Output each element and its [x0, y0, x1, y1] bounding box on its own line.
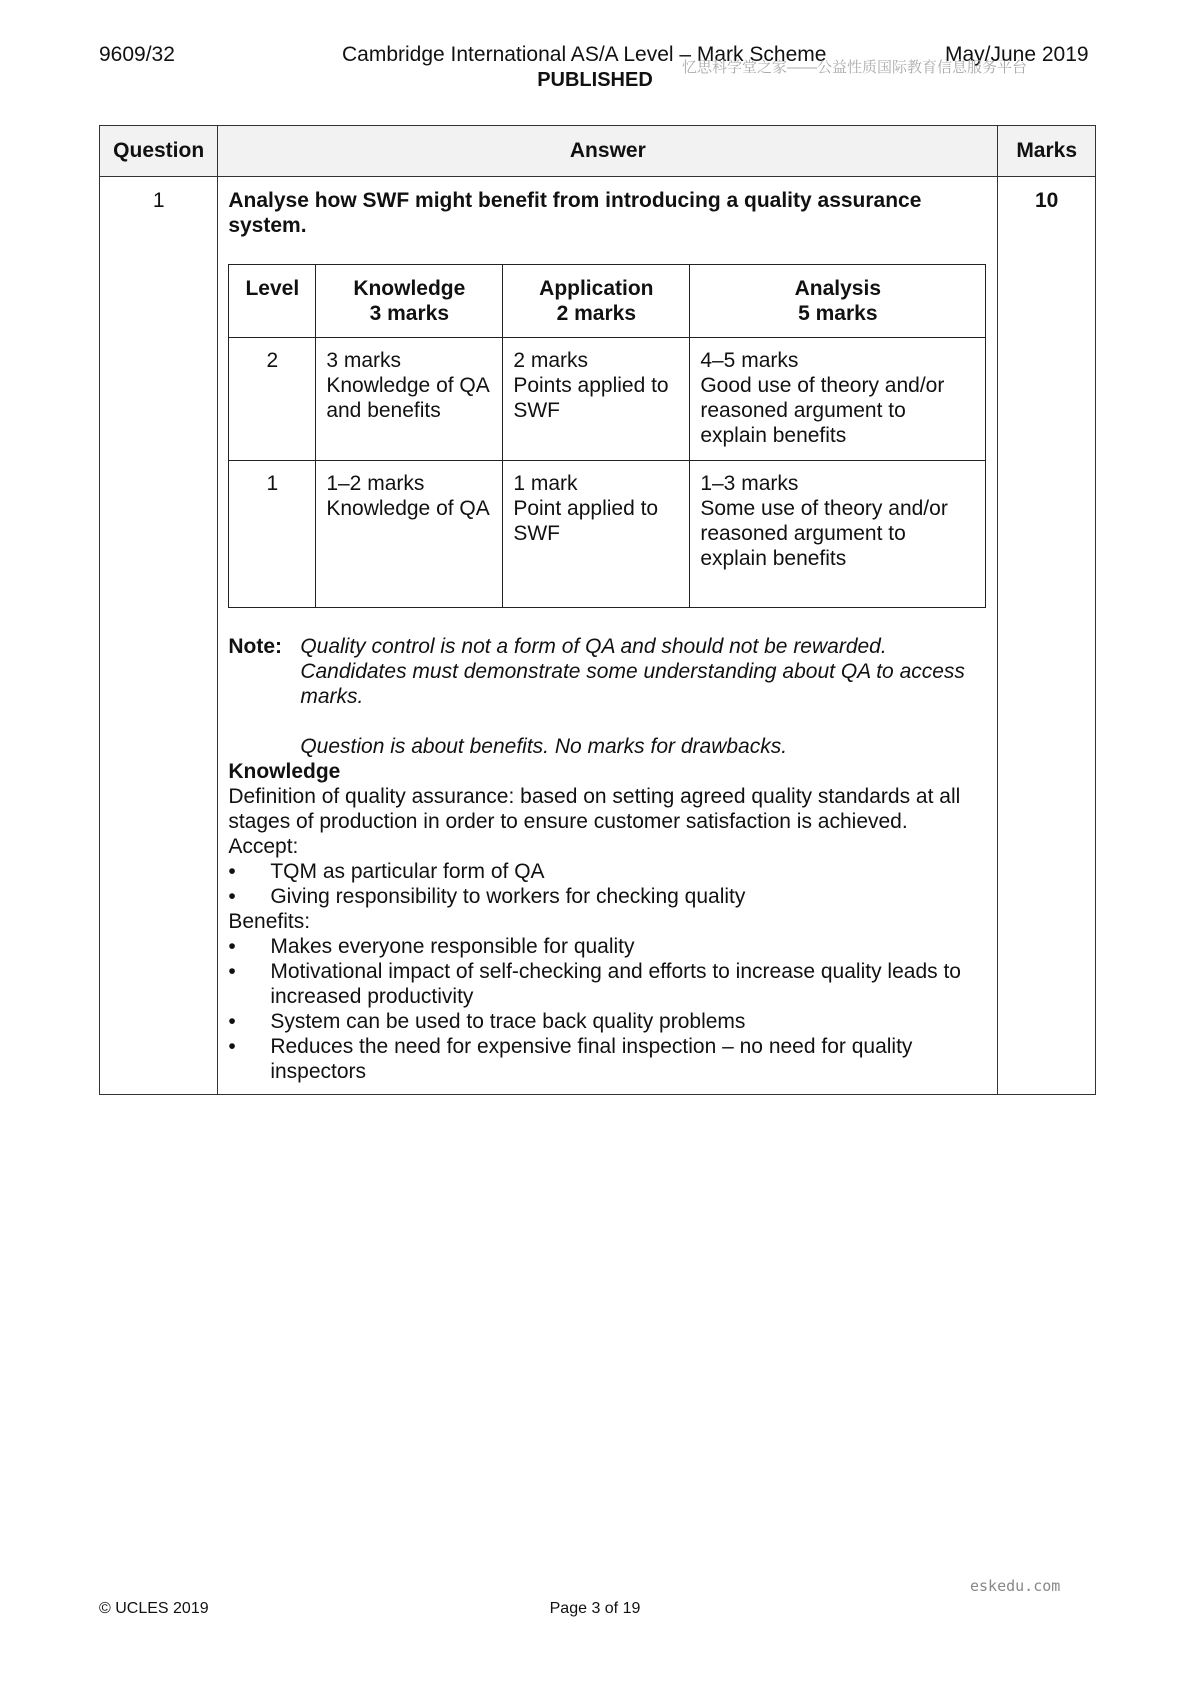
list-item: • Reduces the need for expensive final inspection – no need for quality inspectors	[228, 1034, 986, 1084]
level-2-row	[229, 338, 986, 461]
table-header-row	[100, 126, 1096, 177]
watermark-text: 忆思科学堂之家——公益性质国际教育信息服务平台	[682, 59, 1028, 76]
exam-session: May/June 2019	[945, 43, 1089, 66]
note-body	[300, 634, 986, 759]
question-number: 1	[100, 177, 218, 1095]
level-1-application-marks: 1 mark	[513, 472, 578, 495]
answer-header: Answer	[218, 126, 998, 177]
knowledge-title: Knowledge	[228, 760, 341, 783]
knowledge-header-label: Knowledge	[353, 277, 466, 300]
benefits-list	[228, 934, 986, 1084]
level-1-number: 1	[229, 461, 316, 608]
level-1-analysis	[690, 461, 986, 608]
level-2-knowledge-marks: 3 marks	[326, 349, 402, 372]
application-header	[503, 265, 690, 338]
analysis-header	[690, 265, 986, 338]
list-item: • System can be used to trace back quality problems	[228, 1009, 986, 1034]
level-1-analysis-marks: 1–3 marks	[700, 472, 799, 495]
level-descriptor-table	[228, 264, 986, 608]
answer-cell	[218, 177, 998, 1095]
note-block	[228, 634, 986, 759]
mark-scheme-table	[99, 125, 1096, 1095]
analysis-header-marks: 5 marks	[798, 302, 878, 325]
level-1-knowledge	[316, 461, 503, 608]
note-line: Question is about benefits. No marks for drawbacks.	[300, 735, 788, 758]
page-number: Page 3 of 19	[549, 1600, 641, 1617]
document-title: Cambridge International AS/A Level – Mark Scheme	[342, 43, 827, 66]
level-1-analysis-desc: Some use of theory and/or reasoned argument to explain benefits	[700, 497, 948, 570]
application-header-marks: 2 marks	[556, 302, 637, 325]
level-header: Level	[229, 265, 316, 338]
level-2-analysis-desc: Good use of theory and/or reasoned argument to explain benefits	[700, 374, 945, 447]
note-label: Note:	[228, 635, 282, 658]
level-2-application-marks: 2 marks	[513, 349, 589, 372]
application-header-label: Application	[539, 277, 654, 300]
list-item: • Giving responsibility to workers for checking quality	[228, 884, 986, 909]
list-item: • Motivational impact of self-checking and efforts to increase quality leads to increased productivity	[228, 959, 986, 1009]
level-2-knowledge-desc: Knowledge of QA and benefits	[326, 374, 489, 422]
level-2-application	[503, 338, 690, 461]
published-label: PUBLISHED	[537, 69, 653, 91]
question-header: Question	[100, 126, 218, 177]
knowledge-header-marks: 3 marks	[369, 302, 450, 325]
marks-value: 10	[998, 177, 1096, 1095]
benefits-title: Benefits:	[228, 910, 311, 933]
level-1-row	[229, 461, 986, 608]
level-1-knowledge-desc: Knowledge of QA	[326, 497, 490, 520]
level-2-number: 2	[229, 338, 316, 461]
level-2-application-desc: Points applied to SWF	[513, 374, 669, 422]
level-1-application-desc: Point applied to SWF	[513, 497, 659, 545]
accept-title: Accept:	[228, 835, 299, 858]
level-2-analysis-marks: 4–5 marks	[700, 349, 799, 372]
copyright: © UCLES 2019	[99, 1600, 209, 1617]
knowledge-header	[316, 265, 503, 338]
level-table-header	[229, 265, 986, 338]
level-1-application	[503, 461, 690, 608]
site-watermark: eskedu.com	[970, 1577, 1061, 1595]
paper-code: 9609/32	[99, 43, 175, 66]
analysis-header-label: Analysis	[794, 277, 882, 300]
question-text: Analyse how SWF might benefit from introducing a quality assurance system.	[228, 189, 922, 237]
level-2-knowledge	[316, 338, 503, 461]
question-row	[100, 177, 1096, 1095]
level-2-analysis	[690, 338, 986, 461]
note-line: Quality control is not a form of QA and should not be rewarded. Candidates must demonstrate some understanding about QA to access marks.	[300, 635, 965, 708]
level-1-knowledge-marks: 1–2 marks	[326, 472, 425, 495]
marks-header: Marks	[998, 126, 1096, 177]
qa-definition: Definition of quality assurance: based on setting agreed quality standards at all stages of production in order to ensure customer satisfaction is achieved.	[228, 785, 961, 833]
list-item: • TQM as particular form of QA	[228, 859, 986, 884]
accept-list	[228, 859, 986, 909]
list-item: • Makes everyone responsible for quality	[228, 934, 986, 959]
